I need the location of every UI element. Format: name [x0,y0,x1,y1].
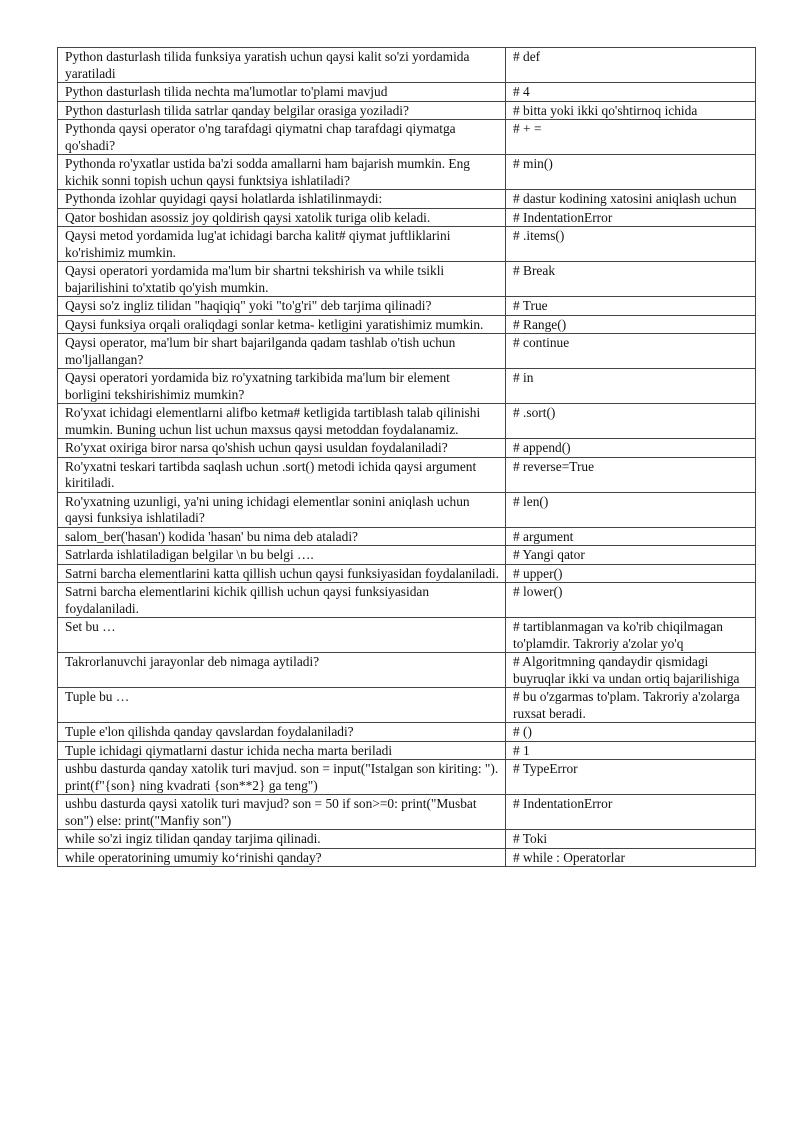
table-row [58,262,756,297]
answer-cell: # .items() [506,227,756,262]
table-row [58,760,756,795]
answer-cell: # Algoritmning qandaydir qismidagi buyruqlar ikki va undan ortiq bajarilishiga [506,653,756,688]
question-cell: Satrni barcha elementlarini kichik qillish uchun qaysi funksiyasidan foydalaniladi. [58,583,506,618]
question-cell: Takrorlanuvchi jarayonlar deb nimaga aytiladi? [58,653,506,688]
table-row [58,369,756,404]
question-cell: Pythonda qaysi operator o'ng tarafdagi qiymatni chap tarafdagi qiymatga qo'shadi? [58,120,506,155]
table-row [58,848,756,867]
table-row [58,527,756,546]
answer-cell: # IndentationError [506,795,756,830]
question-cell: Satrni barcha elementlarini katta qillish uchun qaysi funksiyasidan foydalaniladi. [58,564,506,583]
question-cell: Ro'yxatning uzunligi, ya'ni uning ichidagi elementlar sonini aniqlash uchun qaysi funksiya ishlatiladi? [58,492,506,527]
question-cell: salom_ber('hasan') kodida 'hasan' bu nima deb ataladi? [58,527,506,546]
table-row [58,741,756,760]
table-row [58,315,756,334]
table-row [58,439,756,458]
table-row [58,546,756,565]
table-row [58,120,756,155]
question-cell: Qator boshidan asossiz joy qoldirish qaysi xatolik turiga olib keladi. [58,208,506,227]
answer-cell: # 1 [506,741,756,760]
table-row [58,190,756,209]
question-cell: Qaysi funksiya orqali oraliqdagi sonlar ketma- ketligini yaratishimiz mumkin. [58,315,506,334]
answer-cell: # lower() [506,583,756,618]
table-row [58,457,756,492]
question-cell: ushbu dasturda qaysi xatolik turi mavjud? son = 50 if son>=0: print("Musbat son") else: print("Manfiy son") [58,795,506,830]
answer-cell: # append() [506,439,756,458]
answer-cell: # + = [506,120,756,155]
question-cell: while operatorining umumiy ko‘rinishi qanday? [58,848,506,867]
question-cell: ushbu dasturda qanday xatolik turi mavjud. son = input("Istalgan son kiriting: "). print(f"{son} ning kvadrati {son**2} ga teng") [58,760,506,795]
question-cell: Satrlarda ishlatiladigan belgilar \n bu belgi …. [58,546,506,565]
answer-cell: # def [506,48,756,83]
table-row [58,227,756,262]
question-cell: Pythonda ro'yxatlar ustida ba'zi sodda amallarni ham bajarish mumkin. Eng kichik sonni topish uchun qaysi funktsiya ishlatiladi? [58,155,506,190]
answer-cell: # tartiblanmagan va ko'rib chiqilmagan to'plamdir. Takroriy a'zolar yo'q [506,618,756,653]
answer-cell: # Toki [506,830,756,849]
table-row [58,618,756,653]
answer-cell: # upper() [506,564,756,583]
question-cell: Qaysi so'z ingliz tilidan "haqiqiq" yoki "to'g'ri" deb tarjima qilinadi? [58,297,506,316]
answer-cell: # reverse=True [506,457,756,492]
table-row [58,830,756,849]
answer-cell: # TypeError [506,760,756,795]
question-cell: Python dasturlash tilida satrlar qanday belgilar orasiga yoziladi? [58,101,506,120]
table-row [58,101,756,120]
table-row [58,404,756,439]
question-cell: Python dasturlash tilida funksiya yaratish uchun qaysi kalit so'zi yordamida yaratiladi [58,48,506,83]
answer-cell: # .sort() [506,404,756,439]
answer-cell: # len() [506,492,756,527]
table-row [58,297,756,316]
question-cell: Ro'yxat ichidagi elementlarni alifbo ketma# ketligida tartiblash talab qilinishi mumkin. Buning uchun list uchun maxsus qaysi metoddan foydalanamiz. [58,404,506,439]
answer-cell: # Range() [506,315,756,334]
table-row [58,48,756,83]
question-cell: Set bu … [58,618,506,653]
question-cell: Qaysi operator, ma'lum bir shart bajarilganda qadam tashlab o'tish uchun mo'ljallangan? [58,334,506,369]
answer-cell: # in [506,369,756,404]
qa-table [57,47,756,867]
qa-table-body [58,48,756,867]
answer-cell: # bu o'zgarmas to'plam. Takroriy a'zolarga ruxsat beradi. [506,688,756,723]
question-cell: while so'zi ingiz tilidan qanday tarjima qilinadi. [58,830,506,849]
answer-cell: # IndentationError [506,208,756,227]
table-row [58,583,756,618]
question-cell: Tuple e'lon qilishda qanday qavslardan foydalaniladi? [58,723,506,742]
table-row [58,723,756,742]
answer-cell: # while : Operatorlar [506,848,756,867]
question-cell: Qaysi operatori yordamida ma'lum bir shartni tekshirish va while tsikli bajarilishini to'xtatib qo'yish mumkin. [58,262,506,297]
table-row [58,795,756,830]
table-row [58,653,756,688]
table-row [58,155,756,190]
answer-cell: # () [506,723,756,742]
table-row [58,334,756,369]
question-cell: Tuple bu … [58,688,506,723]
answer-cell: # min() [506,155,756,190]
question-cell: Qaysi operatori yordamida biz ro'yxatning tarkibida ma'lum bir element borligini tekshirishimiz mumkin? [58,369,506,404]
question-cell: Ro'yxat oxiriga biror narsa qo'shish uchun qaysi usuldan foydalaniladi? [58,439,506,458]
answer-cell: # Break [506,262,756,297]
answer-cell: # 4 [506,83,756,102]
table-row [58,564,756,583]
question-cell: Python dasturlash tilida nechta ma'lumotlar to'plami mavjud [58,83,506,102]
question-cell: Tuple ichidagi qiymatlarni dastur ichida necha marta beriladi [58,741,506,760]
answer-cell: # continue [506,334,756,369]
table-row [58,83,756,102]
table-row [58,492,756,527]
answer-cell: # argument [506,527,756,546]
question-cell: Qaysi metod yordamida lug'at ichidagi barcha kalit# qiymat juftliklarini ko'rishimiz mumkin. [58,227,506,262]
table-row [58,688,756,723]
table-row [58,208,756,227]
answer-cell: # dastur kodining xatosini aniqlash uchun [506,190,756,209]
answer-cell: # Yangi qator [506,546,756,565]
question-cell: Ro'yxatni teskari tartibda saqlash uchun .sort() metodi ichida qaysi argument kiritiladi. [58,457,506,492]
answer-cell: # bitta yoki ikki qo'shtirnoq ichida [506,101,756,120]
answer-cell: # True [506,297,756,316]
question-cell: Pythonda izohlar quyidagi qaysi holatlarda ishlatilinmaydi: [58,190,506,209]
